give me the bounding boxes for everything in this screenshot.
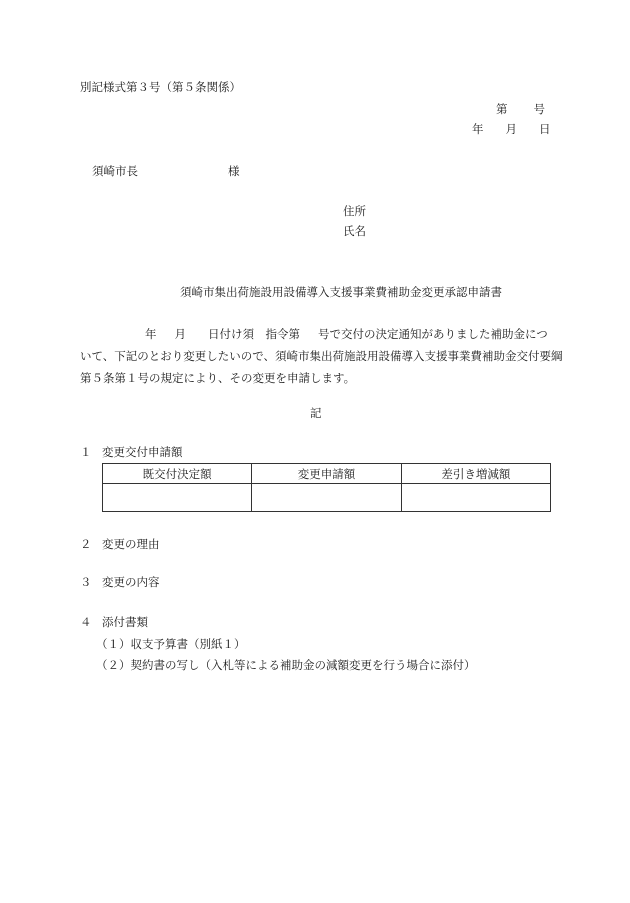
- addressee-mayor: 須崎市長: [92, 164, 138, 178]
- table-header-cell: 既交付決定額: [103, 464, 252, 484]
- date-day: 日: [539, 122, 551, 136]
- table-header-cell: 変更申請額: [252, 464, 401, 484]
- section-label: 変更の理由: [102, 537, 160, 551]
- section-4-heading: [80, 617, 148, 629]
- table-cell: [252, 484, 401, 512]
- body-line-1: [80, 323, 552, 345]
- addressee-honorific: 様: [228, 164, 240, 178]
- body-paragraph: [80, 323, 563, 389]
- table-header-cell: 差引き増減額: [401, 464, 550, 484]
- ki-heading: 記: [310, 406, 322, 420]
- attachment-item: （２）契約書の写し（入札等による補助金の減額変更を行う場合に添付）: [96, 658, 476, 672]
- date-line: [472, 124, 551, 136]
- body-date-ref: 日付け須 指令第: [208, 327, 300, 341]
- document-title: 須崎市集出荷施設用設備導入支援事業費補助金変更承認申請書: [180, 285, 502, 299]
- name-label: 氏名: [343, 224, 366, 238]
- address-label: 住所: [343, 204, 366, 218]
- section-label: 変更交付申請額: [102, 445, 183, 459]
- body-line-2: いて、下記のとおり変更したいので、須崎市集出荷施設用設備導入支援事業費補助金交付要綱: [80, 349, 563, 363]
- section-number: １: [80, 445, 92, 459]
- addressee: [92, 166, 240, 178]
- date-month: 月: [505, 122, 517, 136]
- section-number: ２: [80, 537, 92, 551]
- date-year: 年: [472, 122, 484, 136]
- section-number: ４: [80, 615, 92, 629]
- section-2-heading: [80, 539, 160, 551]
- doc-no-suffix: 号: [533, 102, 545, 116]
- table-row: [103, 484, 551, 512]
- body-month: 月: [174, 327, 186, 341]
- attachment-item: （１）収支予算書（別紙１）: [96, 637, 246, 651]
- amount-table: [102, 463, 551, 512]
- document-number-line: [496, 104, 545, 116]
- table-header-row: [103, 464, 551, 484]
- body-year: 年: [145, 327, 157, 341]
- doc-no-prefix: 第: [496, 102, 508, 116]
- form-number: 別記様式第３号（第５条関係）: [80, 80, 241, 94]
- table-cell: [401, 484, 550, 512]
- section-label: 変更の内容: [102, 575, 160, 589]
- body-line-1-rest: 号で交付の決定通知がありました補助金につ: [318, 327, 548, 341]
- table-cell: [103, 484, 252, 512]
- section-label: 添付書類: [102, 615, 148, 629]
- section-3-heading: [80, 577, 160, 589]
- body-line-3: 第５条第１号の規定により、その変更を申請します。: [80, 371, 356, 385]
- section-1-heading: [80, 447, 183, 459]
- section-number: ３: [80, 575, 92, 589]
